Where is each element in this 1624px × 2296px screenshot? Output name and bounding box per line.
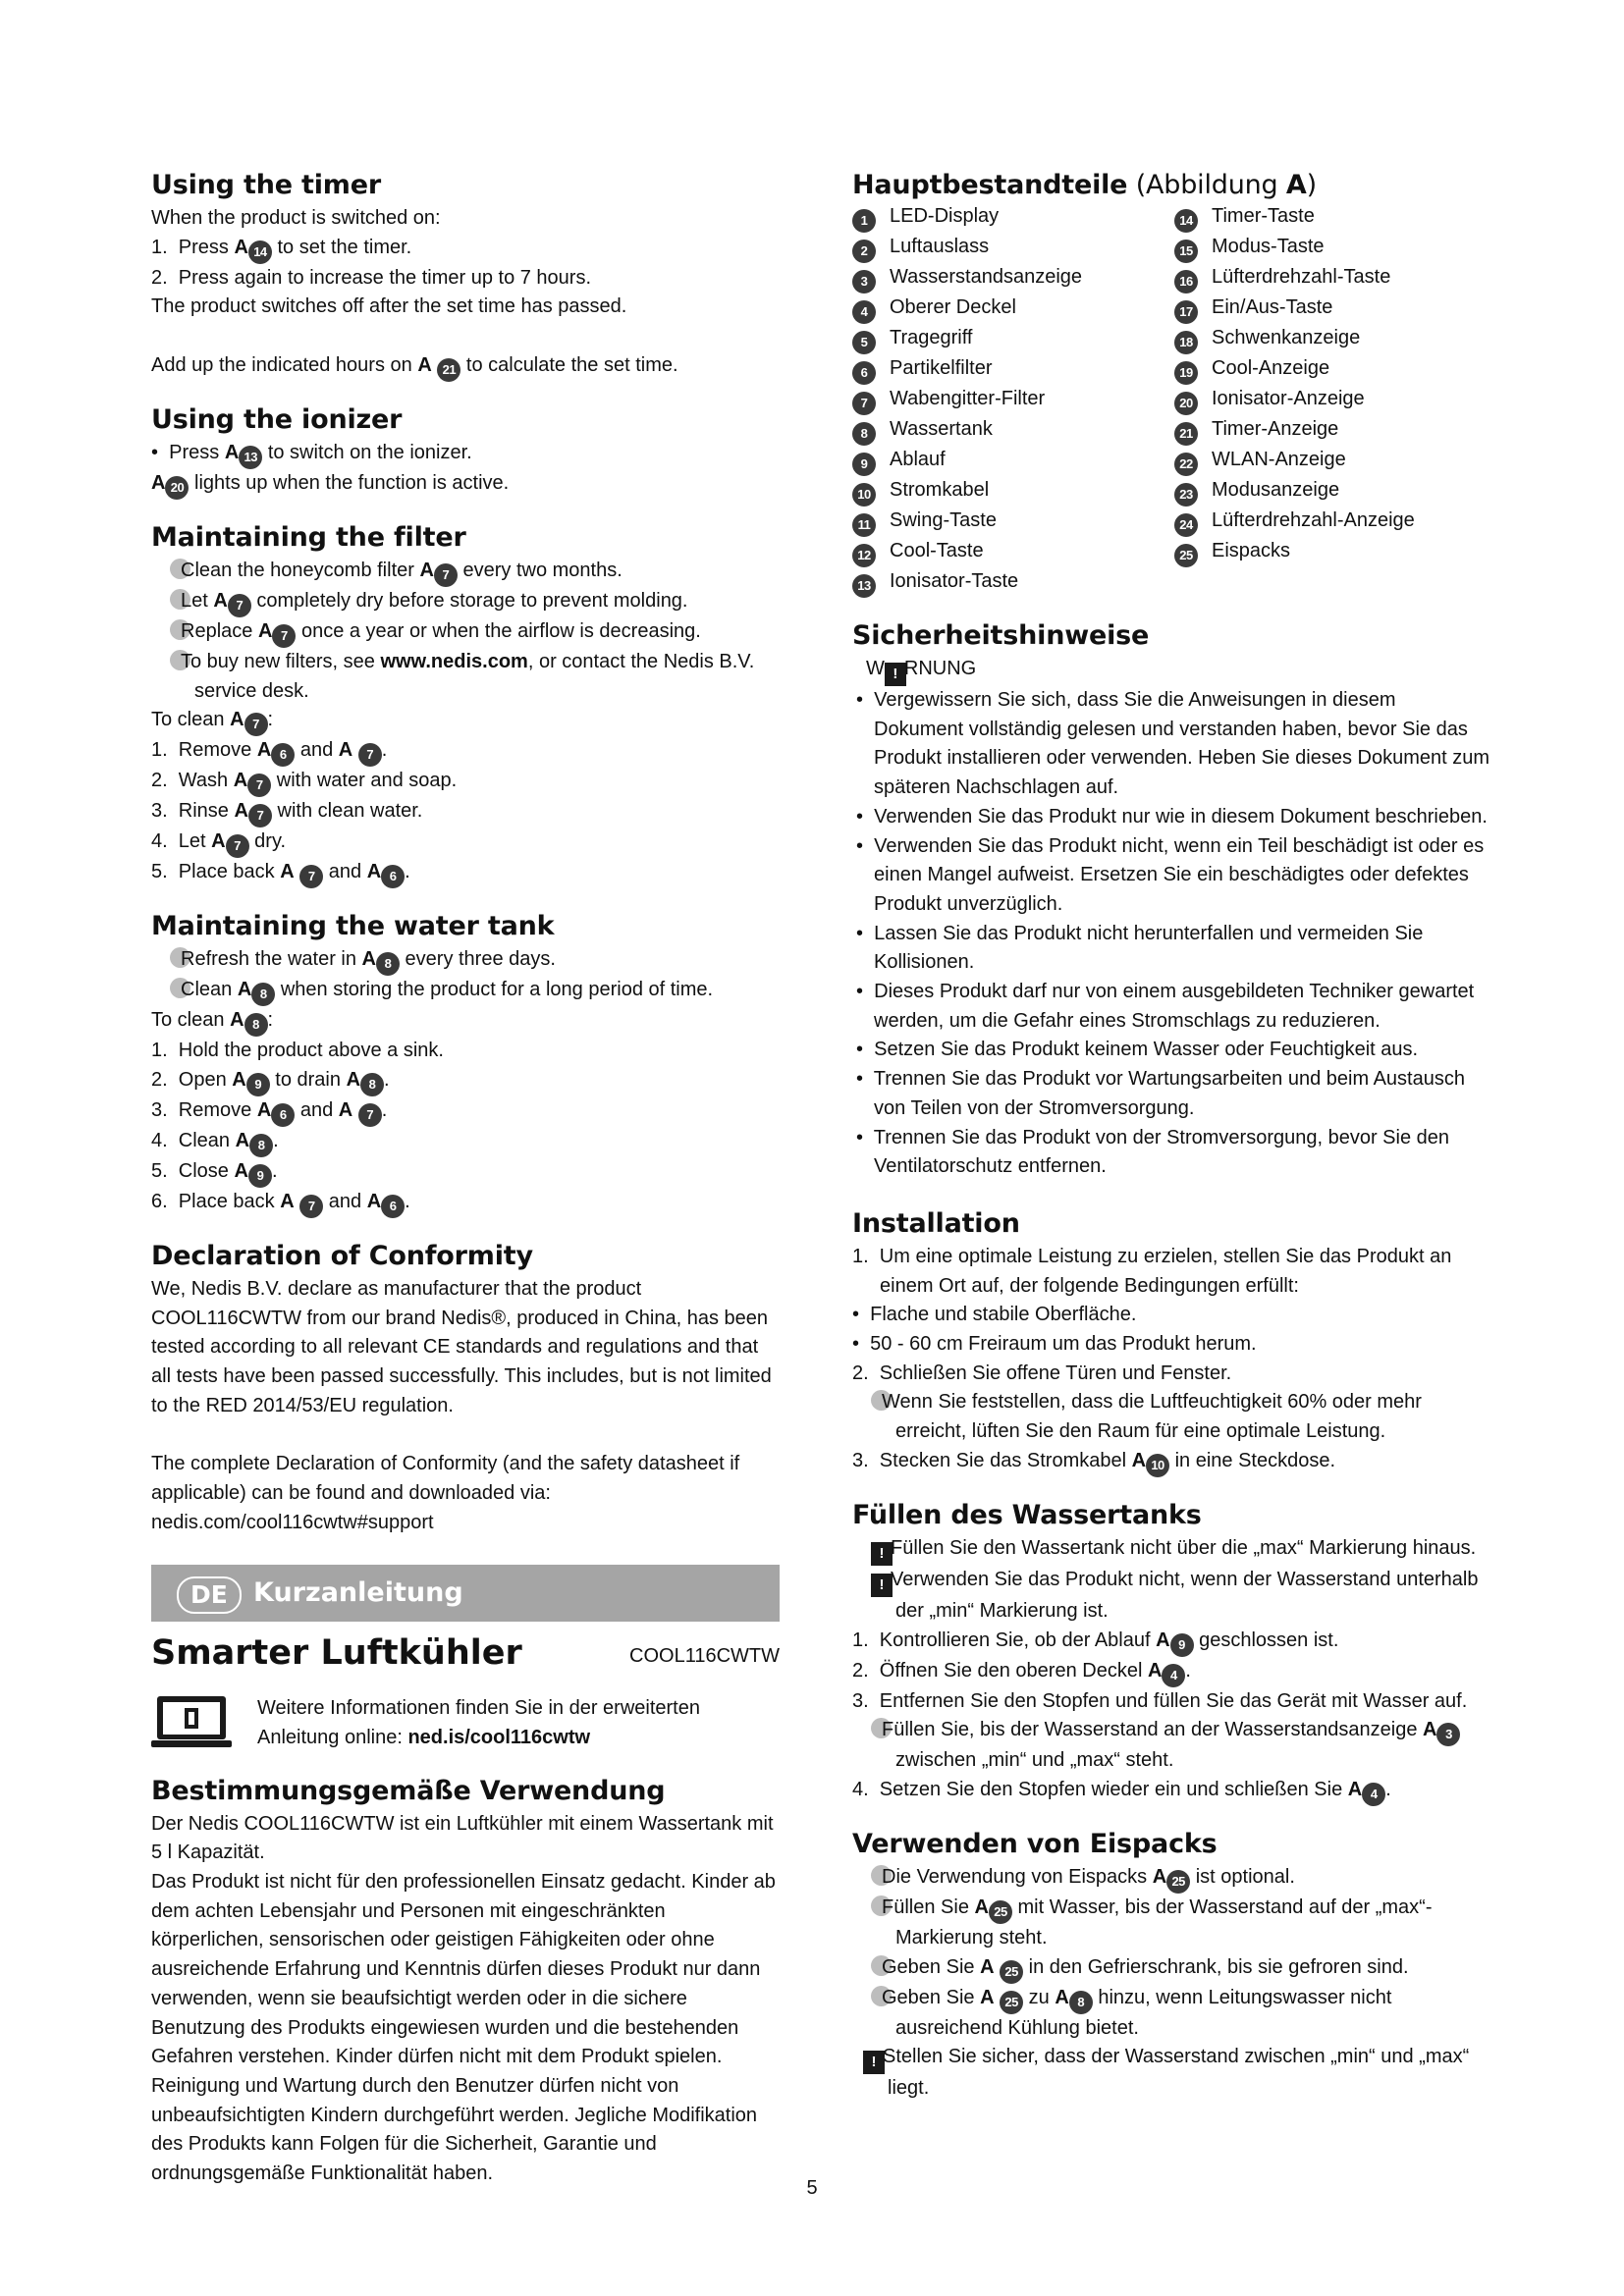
safety-bullet-3: • Verwenden Sie das Produkt nicht, wenn ein Teil beschädigt ist oder es einen Mangel aufweist. Ersetzen Sie ein beschädigtes oder defektes Produkt unverzüglich.	[856, 834, 1485, 915]
part-label: Ein/Aus-Taste	[1212, 296, 1333, 318]
part-label: Ablauf	[890, 449, 946, 470]
safety-bullet-4: • Lassen Sie das Produkt nicht herunterfallen und vermeiden Sie Kollisionen.	[856, 922, 1424, 974]
part-item	[1174, 415, 1469, 446]
part-label: Modus-Taste	[1212, 236, 1325, 257]
fill-warning-1: ! Füllen Sie den Wassertank nicht über die „max“ Markierung hinaus.	[852, 1534, 1490, 1566]
banner-title: Kurzanleitung	[253, 1577, 463, 1609]
language-banner	[151, 1565, 780, 1622]
callout-6: 6	[271, 1103, 295, 1127]
part-label: Wasserstandsanzeige	[890, 266, 1083, 288]
tank-step-2: 2. Open A 9 to drain A 8 .	[151, 1066, 780, 1096]
section-usage	[151, 1775, 780, 2189]
ice-warning: ! Stellen Sie sicher, dass der Wasserstand zwischen „min“ und „max“ liegt.	[852, 2043, 1490, 2104]
part-item	[852, 263, 1174, 294]
callout-25: 25	[1174, 544, 1198, 567]
callout-25: 25	[989, 1900, 1012, 1924]
ice-item-1: Die Verwendung von Eispacks A 25 ist optional.	[852, 1863, 1490, 1894]
part-label: LED-Display	[890, 205, 1000, 227]
safety-bullet-7: • Trennen Sie das Produkt vor Wartungsarbeiten und beim Austausch von Teilen von der Stromversorgung.	[856, 1068, 1465, 1119]
part-item	[852, 446, 1174, 476]
install-step-2: 2. Schließen Sie offene Türen und Fenster.	[852, 1362, 1232, 1384]
part-item	[1174, 324, 1469, 354]
callout-11: 11	[852, 513, 876, 537]
install-bullet-2: • 50 - 60 cm Freiraum um das Produkt herum.	[852, 1333, 1257, 1356]
conformity-p1: We, Nedis B.V. declare as manufacturer that the product COOL116CWTW from our brand Nedis®, produced in China, has been tested according to all relevant CE standards and regulations and that all tests have been passed successfully. This includes, but is not limited to the RED 2014/53/EU regulation.	[151, 1277, 772, 1416]
part-label: Schwenkanzeige	[1212, 327, 1361, 348]
install-step-1: 1. Um eine optimale Leistung zu erzielen, stellen Sie das Produkt an einem Ort auf, der folgende Bedingungen erfüllt:	[852, 1245, 1452, 1297]
filter-step-5: 5. Place back A 7 and A 6 .	[151, 858, 780, 888]
callout-2: 2	[852, 240, 876, 263]
callout-8: 8	[852, 422, 876, 446]
usage-p2: Das Produkt ist nicht für den professionellen Einsatz gedacht. Kinder ab dem achten Lebensjahr und Personen mit eingeschränkten körperlichen, sensorischen oder geistigen Fähigkeiten oder ohne ausreichende Erfahrung und Kenntnis dürfen dieses Produkt nur dann verwenden, wenn sie beaufsichtigt werden oder in die sichere Benutzung des Produkts eingewiesen wurden und die bestehenden Gefahren verstehen. Kinder dürfen nicht mit dem Produkt spielen. Reinigung und Wartung durch den Benutzer dürfen nicht von unbeaufsichtigten Kindern durchgeführt werden. Jegliche Modifikation des Produkts kann Folgen für die Sicherheit, Garantie und ordnungsgemäße Funktionalität haben.	[151, 1871, 776, 2185]
parts-list	[852, 202, 1490, 598]
callout-3: 3	[852, 270, 876, 294]
part-label: Partikelfilter	[890, 357, 993, 379]
section-conformity	[151, 1240, 780, 1537]
safety-bullet-2: • Verwenden Sie das Produkt nur wie in diesem Dokument beschrieben.	[856, 805, 1488, 828]
callout-10: 10	[1146, 1454, 1169, 1477]
part-item	[852, 415, 1174, 446]
callout-13: 13	[852, 574, 876, 598]
filter-item-3: Replace A 7 once a year or when the airflow is decreasing.	[151, 617, 780, 648]
safety-bullet-5: • Dieses Produkt darf nur von einem ausgebildeten Techniker gewartet werden, um die Gefahr eines Stromschlags zu reduzieren.	[856, 981, 1475, 1032]
part-label: Swing-Taste	[890, 509, 997, 531]
heading-ionizer: Using the ionizer	[151, 403, 403, 435]
part-label: Wassertank	[890, 418, 993, 440]
part-label: Wabengitter-Filter	[890, 388, 1046, 409]
callout-9: 9	[852, 453, 876, 476]
callout-9: 9	[1170, 1633, 1194, 1657]
callout-8: 8	[360, 1073, 384, 1096]
heading-parts: Hauptbestandteile (Abbildung A)	[852, 170, 1317, 200]
part-item	[1174, 263, 1469, 294]
part-item	[852, 567, 1174, 598]
language-badge: DE	[177, 1576, 242, 1614]
callout-4: 4	[1162, 1664, 1185, 1687]
callout-7: 7	[244, 713, 268, 736]
left-column	[151, 169, 780, 2189]
callout-7: 7	[247, 774, 271, 797]
callout-7: 7	[358, 1103, 382, 1127]
section-safety	[852, 619, 1490, 1182]
part-item	[1174, 476, 1469, 507]
part-item	[1174, 354, 1469, 385]
section-filter	[151, 521, 780, 888]
callout-6: 6	[381, 1195, 405, 1218]
ice-item-3: Geben Sie A 25 in den Gefrierschrank, bis sie gefroren sind.	[852, 1953, 1490, 1984]
part-label: Timer-Taste	[1212, 205, 1315, 227]
fill-warning-2: ! Verwenden Sie das Produkt nicht, wenn der Wasserstand unterhalb der „min“ Markierung ist.	[852, 1566, 1490, 1627]
tank-step-4: 4. Clean A 8 .	[151, 1127, 780, 1157]
tank-toclean: To clean A 8 :	[151, 1006, 780, 1037]
callout-9: 9	[246, 1073, 270, 1096]
fill-step-1: 1. Kontrollieren Sie, ob der Ablauf A 9 geschlossen ist.	[852, 1627, 1490, 1657]
part-label: Oberer Deckel	[890, 296, 1016, 318]
part-item	[1174, 446, 1469, 476]
timer-p2: The product switches off after the set time has passed.	[151, 295, 627, 318]
safety-bullet-8: • Trennen Sie das Produkt von der Stromversorgung, bevor Sie den Ventilatorschutz entfernen.	[856, 1126, 1450, 1178]
heading-filter: Maintaining the filter	[151, 521, 466, 553]
callout-15: 15	[1174, 240, 1198, 263]
callout-7: 7	[358, 743, 382, 767]
product-header	[151, 1629, 780, 1677]
part-label: Tragegriff	[890, 327, 973, 348]
filter-step-1: 1. Remove A 6 and A 7 .	[151, 736, 780, 767]
part-label: Eispacks	[1212, 540, 1291, 561]
part-item	[852, 476, 1174, 507]
part-item	[852, 324, 1174, 354]
timer-step-1: 1. Press A 14 to set the timer.	[151, 234, 780, 264]
install-bullet-1: • Flache und stabile Oberfläche.	[852, 1304, 1137, 1326]
ionizer-bullet: • Press A 13 to switch on the ionizer.	[151, 439, 780, 469]
part-item	[852, 385, 1174, 415]
page-number: 5	[806, 2177, 818, 2199]
tank-item-1: Refresh the water in A 8 every three days.	[151, 945, 780, 976]
part-item	[1174, 385, 1469, 415]
callout-22: 22	[1174, 453, 1198, 476]
callout-7: 7	[299, 865, 323, 888]
callout-7: 7	[852, 392, 876, 415]
info-line-1: Weitere Informationen finden Sie in der erweiterten	[257, 1697, 700, 1720]
conformity-p2: The complete Declaration of Conformity (and the safety datasheet if applicable) can be found and downloaded via: nedis.com/cool116cwtw#support	[151, 1453, 740, 1533]
part-label: Cool-Anzeige	[1212, 357, 1330, 379]
part-item	[852, 202, 1174, 233]
warning-icon: !	[885, 663, 906, 686]
callout-7: 7	[299, 1195, 323, 1218]
filter-toclean: To clean A 7 :	[151, 706, 780, 736]
fill-step-3: 3. Entfernen Sie den Stopfen und füllen Sie das Gerät mit Wasser auf.	[852, 1689, 1468, 1712]
tank-item-2: Clean A 8 when storing the product for a long period of time.	[151, 976, 780, 1006]
info-line-2: Anleitung online: ned.is/cool116cwtw	[257, 1726, 591, 1748]
part-item	[852, 537, 1174, 567]
part-item	[1174, 294, 1469, 324]
part-label: Modusanzeige	[1212, 479, 1340, 501]
callout-7: 7	[248, 804, 272, 828]
callout-5: 5	[852, 331, 876, 354]
safety-bullet-1: • Vergewissern Sie sich, dass Sie die Anweisungen in diesem Dokument vollständig gelesen und verstanden haben, bevor Sie das Produkt installieren oder verwenden. Heben Sie dieses Dokument zum späteren Nachschlagen auf.	[856, 689, 1490, 799]
fill-step-3-note: Füllen Sie, bis der Wasserstand an der Wasserstandsanzeige A 3 zwischen „min“ und „max“ steht.	[852, 1716, 1490, 1776]
part-item	[1174, 507, 1469, 537]
callout-4: 4	[852, 300, 876, 324]
callout-13: 13	[239, 446, 262, 469]
callout-8: 8	[1069, 1991, 1093, 2014]
callout-8: 8	[244, 1013, 268, 1037]
callout-14: 14	[1174, 209, 1198, 233]
heading-usage: Bestimmungsgemäße Verwendung	[151, 1775, 666, 1806]
filter-step-2: 2. Wash A 7 with water and soap.	[151, 767, 780, 797]
callout-3: 3	[1436, 1723, 1460, 1746]
callout-10: 10	[852, 483, 876, 507]
part-item	[1174, 537, 1469, 567]
callout-6: 6	[381, 865, 405, 888]
filter-item-2: Let A 7 completely dry before storage to prevent molding.	[151, 587, 780, 617]
section-ionizer	[151, 403, 780, 500]
filter-step-4: 4. Let A 7 dry.	[151, 828, 780, 858]
timer-add: Add up the indicated hours on A 21 to calculate the set time.	[151, 351, 780, 382]
callout-4: 4	[1362, 1783, 1385, 1806]
callout-6: 6	[271, 743, 295, 767]
callout-18: 18	[1174, 331, 1198, 354]
callout-17: 17	[1174, 300, 1198, 324]
fill-step-4: 4. Setzen Sie den Stopfen wieder ein und schließen Sie A 4 .	[852, 1776, 1490, 1806]
callout-7: 7	[228, 594, 251, 617]
callout-12: 12	[852, 544, 876, 567]
warning-icon: !	[871, 1574, 893, 1597]
section-fill	[852, 1499, 1490, 1806]
callout-8: 8	[249, 1134, 273, 1157]
callout-21: 21	[1174, 422, 1198, 446]
callout-24: 24	[1174, 513, 1198, 537]
tank-step-3: 3. Remove A 6 and A 7 .	[151, 1096, 780, 1127]
part-label: Cool-Taste	[890, 540, 984, 561]
callout-7: 7	[272, 624, 296, 648]
laptop-icon	[151, 1694, 232, 1749]
part-item	[852, 507, 1174, 537]
heading-conformity: Declaration of Conformity	[151, 1240, 533, 1271]
timer-step-2: 2. Press again to increase the timer up to 7 hours.	[151, 266, 592, 289]
product-title: Smarter Luftkühler	[151, 1633, 522, 1674]
callout-23: 23	[1174, 483, 1198, 507]
callout-14: 14	[248, 240, 272, 264]
part-label: Ionisator-Anzeige	[1212, 388, 1365, 409]
install-step-3: 3. Stecken Sie das Stromkabel A 10 in eine Steckdose.	[852, 1447, 1490, 1477]
part-label: Lüfterdrehzahl-Taste	[1212, 266, 1391, 288]
part-label: Luftauslass	[890, 236, 990, 257]
part-label: Ionisator-Taste	[890, 570, 1019, 592]
warning-icon: !	[871, 1542, 893, 1566]
fill-step-2: 2. Öffnen Sie den oberen Deckel A 4 .	[852, 1657, 1490, 1687]
tank-step-1: 1. Hold the product above a sink.	[151, 1040, 444, 1062]
product-model: COOL116CWTW	[629, 1645, 780, 1668]
online-info	[151, 1694, 780, 1752]
safety-bullet-6: • Setzen Sie das Produkt keinem Wasser oder Feuchtigkeit aus.	[856, 1039, 1419, 1061]
callout-20: 20	[1174, 392, 1198, 415]
part-item	[1174, 233, 1469, 263]
part-label: Stromkabel	[890, 479, 990, 501]
tank-step-6: 6. Place back A 7 and A 6 .	[151, 1188, 780, 1218]
heading-installation: Installation	[852, 1207, 1020, 1239]
part-item	[852, 294, 1174, 324]
callout-21: 21	[437, 358, 460, 382]
callout-8: 8	[376, 952, 400, 976]
callout-19: 19	[1174, 361, 1198, 385]
callout-9: 9	[248, 1164, 272, 1188]
info-link[interactable]: ned.is/cool116cwtw	[407, 1726, 591, 1748]
warning-label: W ! RNUNG	[852, 655, 1490, 686]
filter-item-4: To buy new filters, see www.nedis.com, or contact the Nedis B.V. service desk.	[151, 648, 780, 706]
filter-item-1: Clean the honeycomb filter A 7 every two months.	[151, 557, 780, 587]
callout-7: 7	[226, 834, 249, 858]
callout-25: 25	[1166, 1870, 1190, 1894]
heading-timer: Using the timer	[151, 170, 381, 200]
filter-step-3: 3. Rinse A 7 with clean water.	[151, 797, 780, 828]
callout-25: 25	[1000, 1960, 1023, 1984]
callout-25: 25	[1000, 1991, 1023, 2014]
heading-fill: Füllen des Wassertanks	[852, 1499, 1202, 1530]
callout-6: 6	[852, 361, 876, 385]
heading-water-tank: Maintaining the water tank	[151, 911, 555, 942]
section-water-tank	[151, 910, 780, 1218]
tank-step-5: 5. Close A 9 .	[151, 1157, 780, 1188]
callout-1: 1	[852, 209, 876, 233]
warning-icon: !	[863, 2051, 885, 2074]
ionizer-note: A 20 lights up when the function is active.	[151, 469, 780, 500]
ice-item-4: Geben Sie A 25 zu A 8 hinzu, wenn Leitungswasser nicht ausreichend Kühlung bietet.	[852, 1984, 1490, 2044]
install-note: Wenn Sie feststellen, dass die Luftfeuchtigkeit 60% oder mehr erreicht, lüften Sie den Raum für eine optimale Leistung.	[852, 1388, 1490, 1446]
part-item	[852, 233, 1174, 263]
part-item	[1174, 202, 1469, 233]
callout-16: 16	[1174, 270, 1198, 294]
callout-20: 20	[165, 476, 189, 500]
section-ice	[852, 1828, 1490, 2104]
timer-intro: When the product is switched on:	[151, 207, 441, 229]
usage-p1: Der Nedis COOL116CWTW ist ein Luftkühler mit einem Wassertank mit 5 l Kapazität.	[151, 1812, 774, 1864]
section-installation	[852, 1207, 1490, 1477]
part-item	[852, 354, 1174, 385]
right-column	[852, 169, 1490, 2104]
nedis-link[interactable]: www.nedis.com	[380, 650, 528, 672]
section-timer	[151, 169, 780, 382]
part-label: Lüfterdrehzahl-Anzeige	[1212, 509, 1415, 531]
part-label: WLAN-Anzeige	[1212, 449, 1346, 470]
callout-8: 8	[251, 983, 275, 1006]
heading-safety: Sicherheitshinweise	[852, 620, 1150, 651]
section-parts	[852, 169, 1490, 598]
callout-7: 7	[434, 563, 458, 587]
part-label: Timer-Anzeige	[1212, 418, 1339, 440]
heading-ice: Verwenden von Eispacks	[852, 1828, 1218, 1859]
ice-item-2: Füllen Sie A 25 mit Wasser, bis der Wasserstand auf der „max“-Markierung steht.	[852, 1894, 1490, 1953]
